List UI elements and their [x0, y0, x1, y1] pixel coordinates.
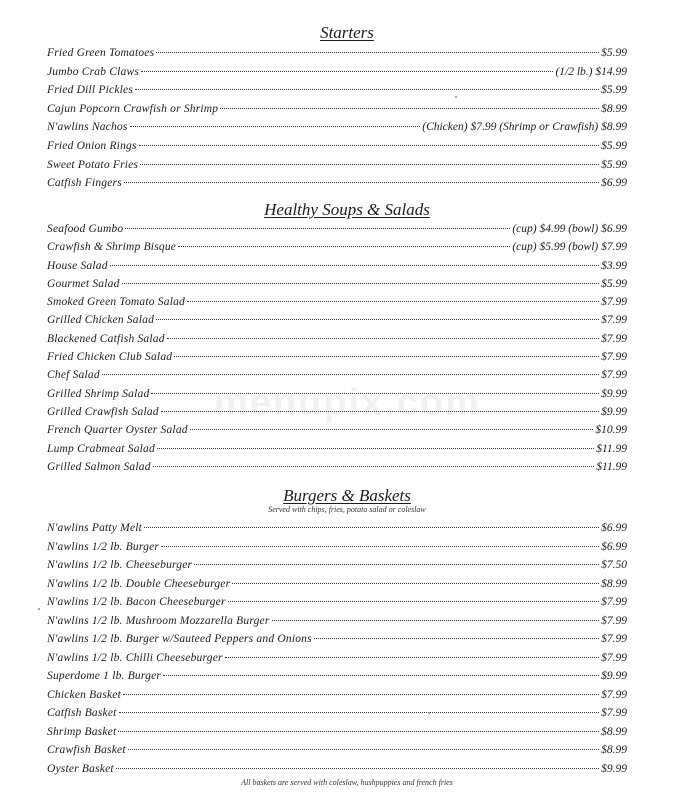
dot-leader [167, 337, 599, 339]
dot-leader [128, 748, 599, 750]
dot-leader [157, 447, 594, 449]
menu-item-price: (cup) $4.99 (bowl) $6.99 [512, 223, 627, 235]
menu-item-name: Superdome 1 lb. Burger [47, 670, 162, 682]
menu-item-price: $7.99 [601, 351, 627, 364]
dot-leader [156, 51, 599, 53]
menu-item-price: $8.99 [601, 577, 627, 590]
scan-speck [38, 608, 40, 610]
menu-item-price: $7.99 [601, 596, 627, 608]
dot-leader [125, 227, 510, 229]
dot-leader [272, 619, 600, 621]
menu-item-price: $7.99 [601, 332, 627, 345]
menu-item-name: N'awlins 1/2 lb. Burger w/Sauteed Peppers and Onions [47, 633, 312, 645]
menu-item [47, 366, 627, 384]
dot-leader [135, 88, 599, 90]
menu-item [47, 44, 627, 63]
menu-item-price: $8.99 [601, 102, 627, 115]
menu-item-name: Grilled Chicken Salad [47, 314, 155, 327]
menu-item-name: N'awlins 1/2 lb. Double Cheeseburger [47, 577, 231, 590]
dot-leader [124, 181, 599, 183]
menu-item-name: Blackened Catfish Salad [47, 332, 165, 345]
menu-item-name: Chicken Basket [47, 688, 122, 701]
menu-item [47, 593, 627, 612]
scan-speck [428, 712, 430, 714]
menu-item-name: N'awlins 1/2 lb. Bacon Cheeseburger [47, 596, 226, 608]
menu-item [47, 575, 627, 594]
dot-leader [187, 300, 599, 302]
dot-leader [118, 730, 599, 732]
dot-leader [156, 318, 599, 320]
menu-item [47, 421, 627, 439]
menu-item [47, 538, 627, 557]
menu-item-name: Grilled Shrimp Salad [47, 387, 150, 400]
burgers-subtitle: Served with chips, fries, potato salad or coleslaw [268, 505, 426, 514]
dot-leader [161, 545, 599, 547]
dot-leader [163, 674, 599, 676]
menu-item [47, 348, 627, 366]
menu-item-name: Chef Salad [47, 369, 100, 382]
menu-item-name: House Salad [47, 259, 108, 272]
section-title-soups-salads: Healthy Soups & Salads [264, 200, 430, 219]
scan-speck [455, 96, 457, 98]
menu-item [47, 238, 627, 256]
menu-item-name: Cajun Popcorn Crawfish or Shrimp [47, 102, 219, 115]
menu-item-price: $7.99 [601, 688, 627, 701]
menu-item [47, 686, 627, 705]
menu-item-price: $9.99 [601, 387, 627, 400]
menu-item-price: $5.99 [601, 47, 627, 59]
menu-item-price: $5.99 [601, 158, 627, 171]
menu-item-name: N'awlins 1/2 lb. Mushroom Mozzarella Burger [47, 614, 270, 627]
menu-item-name: French Quarter Oyster Salad [47, 424, 188, 437]
menu-item [47, 760, 627, 779]
menu-item-name: Sweet Potato Fries [47, 158, 139, 171]
menu-item [47, 100, 627, 119]
menu-item-price: $9.99 [601, 670, 627, 682]
menu-item-name: Jumbo Crab Claws [47, 65, 140, 78]
menu-item-price: $8.99 [601, 725, 627, 738]
menu-item [47, 704, 627, 723]
menu-item-price: $7.99 [601, 707, 627, 719]
dot-leader [123, 693, 599, 695]
dot-leader [153, 465, 595, 467]
menu-item-name: Oyster Basket [47, 762, 114, 775]
menu-item-price: $7.99 [601, 296, 627, 309]
soups-salads-list [47, 220, 627, 476]
menu-item [47, 723, 627, 742]
menu-item-name: Catfish Basket [47, 707, 117, 719]
menu-item-price: $7.99 [601, 369, 627, 382]
menu-item-name: Gourmet Salad [47, 277, 120, 290]
menu-item [47, 556, 627, 575]
menu-item-name: N'awlins Nachos [47, 121, 128, 134]
dot-leader [122, 282, 600, 284]
menu-item [47, 667, 627, 686]
menu-item-name: Fried Dill Pickles [47, 84, 133, 97]
dot-leader [220, 107, 599, 109]
menu-item-name: Fried Onion Rings [47, 139, 137, 152]
menu-item-name: Crawfish Basket [47, 744, 126, 756]
menu-item [47, 257, 627, 275]
menu-item-price: $9.99 [601, 405, 627, 418]
menu-item-price: $6.99 [601, 177, 627, 190]
menu-item-price: $7.99 [601, 614, 627, 627]
dot-leader [178, 245, 510, 247]
dot-leader [174, 355, 599, 357]
menu-item-price: $3.99 [601, 259, 627, 272]
menu-item-name: Grilled Salmon Salad [47, 460, 151, 473]
dot-leader [110, 264, 599, 266]
menu-item [47, 612, 627, 631]
watermark: menupix.com [214, 381, 481, 424]
dot-leader [116, 767, 599, 769]
dot-leader [144, 526, 599, 528]
menu-item [47, 174, 627, 193]
menu-item-name: Smoked Green Tomato Salad [47, 296, 185, 309]
dot-leader [161, 410, 599, 412]
menu-item [47, 156, 627, 175]
menu-item-name: Seafood Gumbo [47, 223, 124, 235]
menu-item [47, 630, 627, 649]
menu-item [47, 403, 627, 421]
dot-leader [228, 600, 599, 602]
menu-item-price: $7.50 [601, 559, 627, 571]
menu-item [47, 275, 627, 293]
menu-item-price: $5.99 [601, 277, 627, 290]
menu-item-price: $7.99 [601, 633, 627, 645]
dot-leader [151, 392, 599, 394]
menu-item-price: $11.99 [596, 460, 627, 473]
menu-item-name: N'awlins Patty Melt [47, 522, 143, 534]
menu-item-name: N'awlins 1/2 lb. Burger [47, 540, 160, 553]
menu-item-price: $5.99 [601, 84, 627, 97]
menu-item-price: (cup) $5.99 (bowl) $7.99 [512, 241, 627, 254]
dot-leader [140, 163, 599, 165]
menu-item [47, 741, 627, 760]
burgers-baskets-list [47, 519, 627, 778]
menu-item [47, 220, 627, 238]
menu-item-name: Grilled Crawfish Salad [47, 405, 159, 418]
dot-leader [119, 711, 600, 713]
dot-leader [139, 144, 599, 146]
menu-item [47, 293, 627, 311]
menu-item-price: $7.99 [601, 651, 627, 664]
menu-item-name: N'awlins 1/2 lb. Chilli Cheeseburger [47, 651, 223, 664]
menu-item [47, 81, 627, 100]
dot-leader [232, 582, 599, 584]
menu-item-price: $9.99 [601, 762, 627, 775]
dot-leader [190, 428, 594, 430]
dot-leader [194, 563, 599, 565]
menu-item-price: $11.99 [596, 442, 627, 455]
menu-item [47, 385, 627, 403]
menu-item [47, 118, 627, 137]
menu-item [47, 458, 627, 476]
menu-item [47, 649, 627, 668]
dot-leader [141, 70, 553, 72]
menu-item-name: N'awlins 1/2 lb. Cheeseburger [47, 559, 193, 571]
menu-item-name: Shrimp Basket [47, 725, 117, 738]
menu-item-name: Crawfish & Shrimp Bisque [47, 241, 177, 254]
dot-leader [102, 373, 599, 375]
menu-item [47, 63, 627, 82]
starters-list [47, 44, 627, 193]
menu-item-price: $6.99 [601, 522, 627, 534]
menu-item-price: $8.99 [601, 744, 627, 756]
menu-item-name: Lump Crabmeat Salad [47, 442, 155, 455]
menu-item-price: $6.99 [601, 540, 627, 553]
menu-item [47, 519, 627, 538]
menu-item-price: $5.99 [601, 139, 627, 152]
dot-leader [225, 656, 599, 658]
section-title-starters: Starters [320, 23, 374, 42]
menu-item-price: $10.99 [595, 424, 627, 437]
menu-item-price: (Chicken) $7.99 (Shrimp or Crawfish) $8.99 [422, 121, 627, 134]
dot-leader [130, 125, 421, 127]
dot-leader [314, 637, 599, 639]
section-title-burgers-baskets: Burgers & Baskets [283, 486, 411, 505]
menu-item [47, 137, 627, 156]
baskets-footer-note: All baskets are served with coleslaw, hushpuppies and french fries [241, 778, 453, 787]
menu-item-price: $7.99 [601, 314, 627, 327]
menu-item-name: Fried Green Tomatoes [47, 47, 155, 59]
menu-item [47, 440, 627, 458]
menu-item-name: Fried Chicken Club Salad [47, 351, 173, 364]
menu-item-name: Catfish Fingers [47, 177, 122, 190]
menu-item [47, 311, 627, 329]
menu-item [47, 330, 627, 348]
menu-item-price: (1/2 lb.) $14.99 [555, 65, 627, 78]
